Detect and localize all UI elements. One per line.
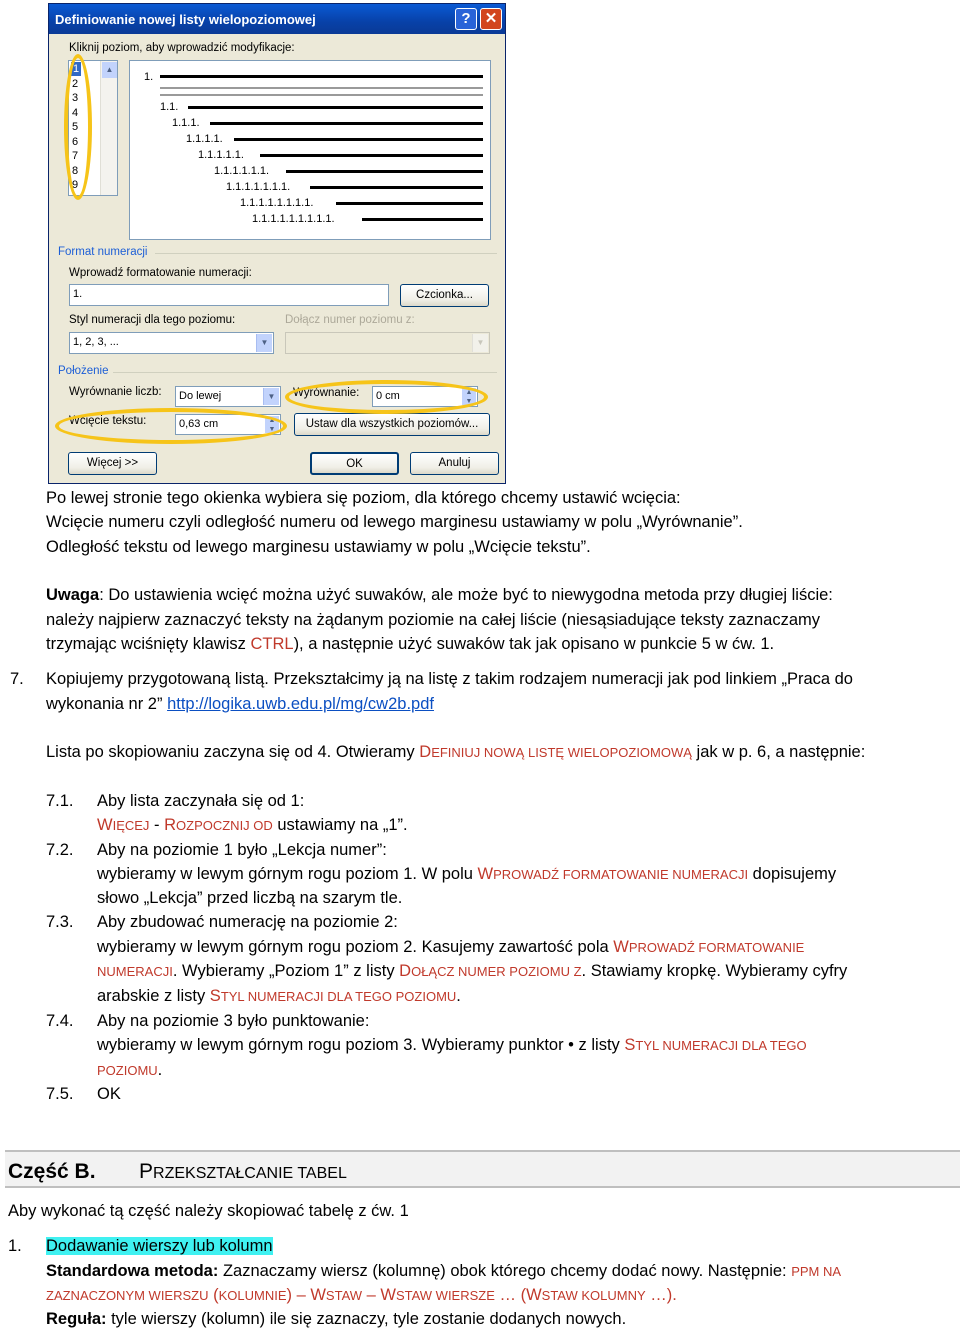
- set-all-levels-button[interactable]: Ustaw dla wszystkich poziomów...: [294, 413, 490, 436]
- substep-number: 7.1.: [46, 792, 74, 810]
- level-list[interactable]: [68, 60, 118, 196]
- level-item[interactable]: 8: [72, 165, 79, 177]
- preview-level: 1.1.: [160, 101, 179, 113]
- number-alignment-value: Do lewej: [179, 390, 222, 402]
- font-button[interactable]: Czcionka...: [400, 284, 489, 307]
- number-style-select[interactable]: [69, 332, 274, 354]
- preview-level: 1.1.1.: [172, 117, 200, 129]
- preview-line: [188, 106, 483, 109]
- preview-level: 1.1.1.1.1.: [198, 149, 244, 161]
- substep-line: Aby na poziomie 1 było „Lekcja numer”:: [97, 841, 387, 859]
- format-input[interactable]: 1.: [69, 284, 389, 306]
- preview-level: 1.: [144, 71, 154, 83]
- level-item[interactable]: 1: [73, 63, 80, 75]
- include-level-select[interactable]: [285, 332, 490, 354]
- step-line: Kopiujemy przygotowaną listą. Przekształcimy ją na listę z takim rodzajem numeracji jak pod linkiem „Praca do: [46, 670, 853, 688]
- close-icon[interactable]: ✕: [480, 8, 502, 30]
- preview-level: 1.1.1.1.: [186, 133, 223, 145]
- substep-number: 7.4.: [46, 1012, 74, 1030]
- step-number: 7.: [10, 670, 24, 688]
- step-text: wykonania nr 2”: [46, 695, 168, 713]
- intro-line: Wcięcie numeru czyli odległość numeru od lewego marginesu ustawiamy w polu „Wyrównanie”.: [46, 513, 743, 531]
- aligned-at-label: Wyrównanie:: [293, 387, 360, 399]
- substep-line: Aby lista zaczynała się od 1:: [97, 792, 305, 810]
- part-b-intro: Aby wykonać tą część należy skopiować tabelę z ćw. 1: [8, 1202, 409, 1220]
- item-number: 1.: [8, 1237, 22, 1255]
- note-line: [46, 585, 833, 605]
- note-text: trzymając wciśnięty klawisz: [46, 635, 251, 653]
- level-item[interactable]: 4: [72, 107, 79, 119]
- preview-line: [362, 218, 483, 221]
- substep-line: OK: [97, 1085, 121, 1103]
- preview-line: [234, 138, 483, 141]
- preview-line: [286, 170, 483, 173]
- dropdown-arrow-icon[interactable]: ▼: [472, 334, 488, 352]
- number-style-label: Styl numeracji dla tego poziomu:: [69, 314, 236, 326]
- text-indent-input[interactable]: [175, 414, 281, 435]
- step-text: jak w p. 6, a następnie:: [691, 743, 866, 761]
- pdf-link[interactable]: http://logika.uwb.edu.pl/mg/cw2b.pdf: [167, 695, 434, 713]
- spinner-icon[interactable]: ▲ ▼: [265, 416, 279, 433]
- number-format-group: Format numeracji: [58, 246, 148, 258]
- substep-line: POZIOMU.: [97, 1061, 163, 1079]
- number-style-value: 1, 2, 3, ...: [73, 336, 119, 348]
- section-b-header: [5, 1150, 960, 1188]
- cancel-button[interactable]: Anuluj: [410, 452, 499, 475]
- preview-level: 1.1.1.1.1.1.1.: [226, 181, 291, 193]
- level-item[interactable]: 5: [72, 121, 79, 133]
- standard-method-line: ZAZNACZONYM WIERSZU (KOLUMNIE) – WSTAW – WSTAW WIERSZE … (WSTAW KOLUMNY …).: [46, 1286, 677, 1304]
- item-title: Dodawanie wierszy lub kolumn: [46, 1237, 273, 1255]
- number-alignment-select[interactable]: [175, 386, 281, 407]
- dropdown-arrow-icon[interactable]: ▼: [263, 388, 279, 405]
- note-line: [46, 634, 774, 654]
- preview-line: [160, 94, 483, 96]
- text-indent-value: 0,63 cm: [179, 418, 219, 430]
- group-divider: [155, 253, 497, 254]
- substep-line: wybieramy w lewym górnym rogu poziom 3. Wybieramy punktor • z listy STYL NUMERACJI DLA TEGO: [97, 1036, 807, 1054]
- note-line: należy najpierw zaznaczyć teksty na żądanym poziomie na całej liście (niesąsiadujące teksty zaznaczamy: [46, 611, 821, 629]
- dialog-title: Definiowanie nowej listy wielopoziomowej: [49, 4, 505, 34]
- command-define-list: DEFINIUJ NOWĄ LISTĘ WIELOPOZIOMOWĄ: [419, 743, 692, 761]
- scroll-up-icon[interactable]: ▲: [102, 62, 117, 78]
- dropdown-arrow-icon[interactable]: ▼: [256, 334, 272, 352]
- level-scrollbar[interactable]: [100, 61, 117, 195]
- level-item[interactable]: 3: [72, 92, 79, 104]
- list-preview: [129, 60, 491, 240]
- preview-line: [310, 186, 483, 189]
- substep-number: 7.2.: [46, 841, 74, 859]
- preview-line: [160, 87, 483, 89]
- substep-line: Aby na poziomie 3 było punktowanie:: [97, 1012, 370, 1030]
- note-text: ), a następnie użyć suwaków tak jak opisano w punkcie 5 w ćw. 1.: [293, 635, 775, 653]
- preview-line: [336, 202, 483, 205]
- level-item[interactable]: 9: [72, 179, 79, 191]
- help-icon[interactable]: ?: [455, 8, 477, 30]
- preview-level: 1.1.1.1.1.1.1.1.1.: [252, 213, 335, 225]
- ok-button[interactable]: OK: [310, 452, 399, 475]
- preview-line: [210, 122, 483, 125]
- step-line: [46, 694, 434, 714]
- note-label: Uwaga: [46, 586, 100, 604]
- level-item[interactable]: 6: [72, 136, 79, 148]
- preview-level: 1.1.1.1.1.1.1.1.: [240, 197, 314, 209]
- enter-format-label: Wprowadź formatowanie numeracji:: [69, 267, 252, 279]
- substep-number: 7.5.: [46, 1085, 74, 1103]
- multilevel-list-dialog: [48, 3, 506, 484]
- substep-line: NUMERACJI. Wybieramy „Poziom 1” z listy DOŁĄCZ NUMER POZIOMU Z. Stawiamy kropkę. Wybieramy cyfry: [97, 962, 848, 980]
- text-indent-label: Wcięcie tekstu:: [69, 415, 147, 427]
- number-alignment-label: Wyrównanie liczb:: [69, 386, 162, 398]
- substep-line: arabskie z listy STYL NUMERACJI DLA TEGO POZIOMU.: [97, 987, 461, 1005]
- position-group: Położenie: [58, 365, 109, 377]
- click-level-label: Kliknij poziom, aby wprowadzić modyfikacje:: [69, 42, 295, 54]
- substep-line: wybieramy w lewym górnym rogu poziom 1. W polu WPROWADŹ FORMATOWANIE NUMERACJI dopisujemy: [97, 865, 837, 883]
- group-divider: [113, 372, 497, 373]
- section-title: PRZEKSZTAŁCANIE TABEL: [139, 1160, 347, 1183]
- ctrl-key: CTRL: [250, 635, 294, 653]
- aligned-at-input[interactable]: [372, 386, 478, 407]
- more-button[interactable]: Więcej >>: [68, 452, 157, 475]
- note-text: : Do ustawienia wcięć można użyć suwaków, ale może być to niewygodna metoda przy długiej liście:: [99, 586, 833, 604]
- step-text: Lista po skopiowaniu zaczyna się od 4. Otwieramy: [46, 743, 420, 761]
- level-item[interactable]: 7: [72, 150, 79, 162]
- substep-line: Aby zbudować numerację na poziomie 2:: [97, 913, 398, 931]
- intro-line: Po lewej stronie tego okienka wybiera się poziom, dla którego chcemy ustawić wcięcia:: [46, 489, 681, 507]
- include-level-label: Dołącz numer poziomu z:: [285, 314, 415, 326]
- preview-level: 1.1.1.1.1.1.: [214, 165, 270, 177]
- preview-line: [160, 75, 483, 78]
- section-label: Część B.: [8, 1160, 96, 1183]
- level-item[interactable]: 2: [72, 78, 79, 90]
- substep-line: wybieramy w lewym górnym rogu poziom 2. Kasujemy zawartość pola WPROWADŹ FORMATOWANIE: [97, 938, 805, 956]
- intro-line: Odległość tekstu od lewego marginesu ustawiamy w polu „Wcięcie tekstu”.: [46, 538, 591, 556]
- spinner-icon[interactable]: ▲ ▼: [462, 388, 476, 405]
- substep-line: słowo „Lekcja” przed liczbą na szarym tle.: [97, 889, 403, 907]
- preview-line: [260, 154, 483, 157]
- substep-number: 7.3.: [46, 913, 74, 931]
- substep-line: WIĘCEJ - ROZPOCZNIJ OD ustawiamy na „1”.: [97, 816, 408, 834]
- rule-line: Reguła: tyle wierszy (kolumn) ile się zaznaczy, tyle zostanie dodanych nowych.: [46, 1310, 627, 1328]
- aligned-at-value: 0 cm: [376, 390, 400, 402]
- standard-method-line: Standardowa metoda: Zaznaczamy wiersz (kolumnę) obok którego chcemy dodać nowy. Następnie: PPM NA: [46, 1262, 842, 1280]
- step-line: [46, 742, 865, 763]
